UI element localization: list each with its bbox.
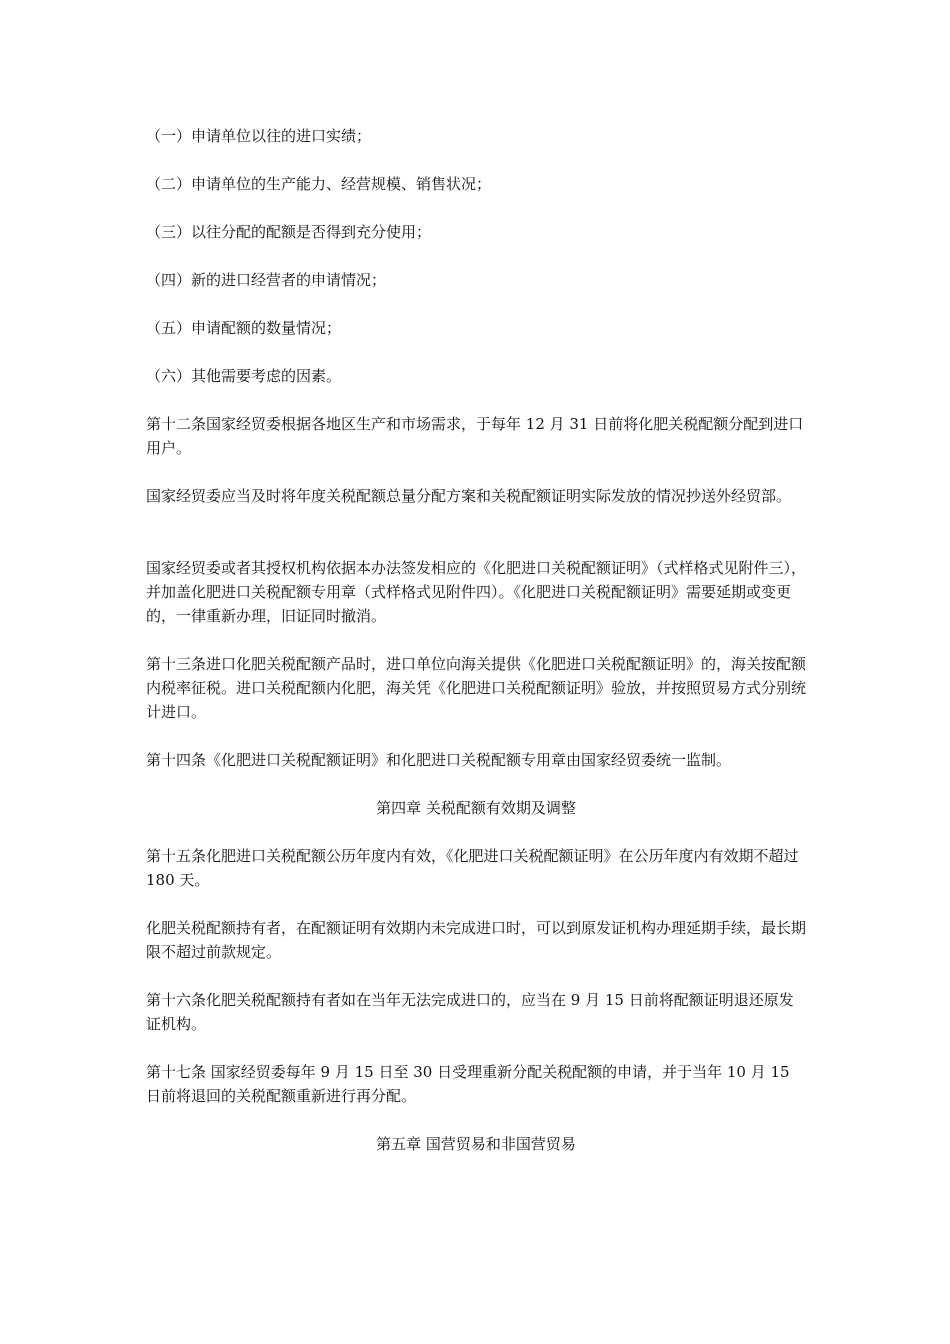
article-14-paragraph: 第十四条《化肥进口关税配额证明》和化肥进口关税配额专用章由国家经贸委统一监制。 bbox=[146, 751, 732, 769]
article-12-paragraph-1: 第十二条国家经贸委根据各地区生产和市场需求，于每年 12 月 31 日前将化肥关税配额分配到进口用户。 bbox=[146, 415, 804, 457]
article-15-paragraph-1: 第十五条化肥进口关税配额公历年度内有效，《化肥进口关税配额证明》在公历年度内有效期不超过 180 天。 bbox=[146, 847, 799, 889]
chapter-4-heading: 第四章 关税配额有效期及调整 bbox=[376, 799, 576, 817]
article-16-paragraph: 第十六条化肥关税配额持有者如在当年无法完成进口的，应当在 9 月 15 日前将配额证明退还原发证机构。 bbox=[146, 991, 794, 1033]
article-12-paragraph-3: 国家经贸委或者其授权机构依据本办法签发相应的《化肥进口关税配额证明》（式样格式见附件三），并加盖化肥进口关税配额专用章（式样格式见附件四）。《化肥进口关税配额证明》需要延期或变更的，一律重新办理，旧证同时撤消。 bbox=[146, 559, 807, 625]
list-item: （一）申请单位以往的进口实绩； bbox=[146, 127, 372, 145]
article-12-paragraph-2: 国家经贸委应当及时将年度关税配额总量分配方案和关税配额证明实际发放的情况抄送外经贸部。 bbox=[146, 487, 792, 505]
article-13-paragraph: 第十三条进口化肥关税配额产品时，进口单位向海关提供《化肥进口关税配额证明》的，海关按配额内税率征税。进口关税配额内化肥，海关凭《化肥进口关税配额证明》验放，并按照贸易方式分别统计进口。 bbox=[146, 655, 807, 721]
list-item: （六）其他需要考虑的因素。 bbox=[146, 367, 342, 385]
article-15-paragraph-2: 化肥关税配额持有者，在配额证明有效期内未完成进口时，可以到原发证机构办理延期手续，最长期限不超过前款规定。 bbox=[146, 919, 807, 961]
list-item: （三）以往分配的配额是否得到充分使用； bbox=[146, 223, 432, 241]
list-item: （四）新的进口经营者的申请情况； bbox=[146, 271, 387, 289]
article-17-paragraph: 第十七条 国家经贸委每年 9 月 15 日至 30 日受理重新分配关税配额的申请，并于当年 10 月 15 日前将退回的关税配额重新进行再分配。 bbox=[146, 1063, 790, 1105]
chapter-5-heading: 第五章 国营贸易和非国营贸易 bbox=[376, 1135, 576, 1153]
list-item: （二）申请单位的生产能力、经营规模、销售状况； bbox=[146, 175, 492, 193]
list-item: （五）申请配额的数量情况； bbox=[146, 319, 342, 337]
criteria-list bbox=[146, 124, 806, 412]
